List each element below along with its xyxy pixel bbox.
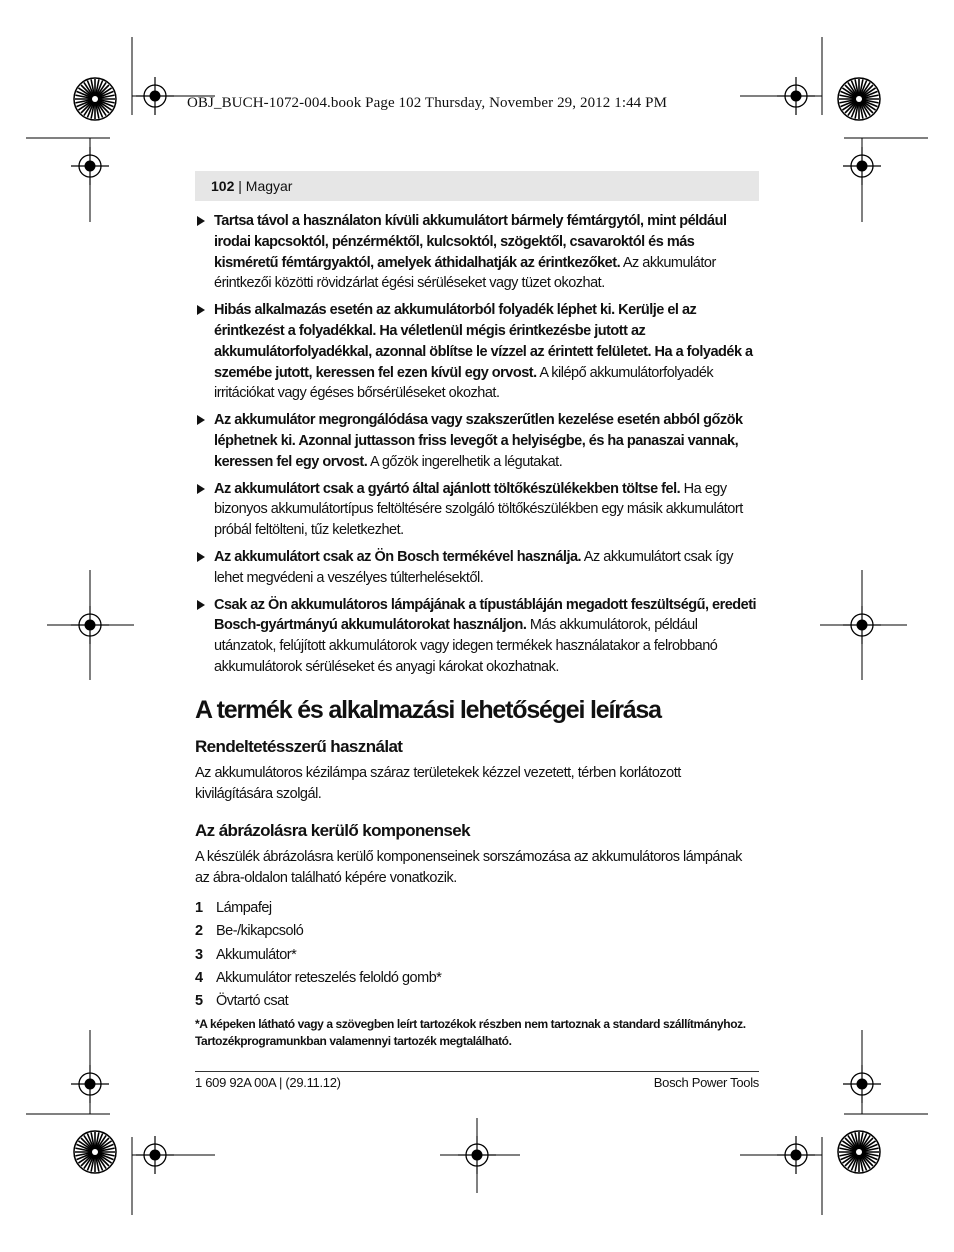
footer-divider [195,1071,759,1072]
page-number: 102 [211,178,235,194]
warning-bullet-icon [197,216,205,226]
safety-warnings [195,211,759,678]
component-label: Akkumulátor* [216,946,297,963]
intended-use-heading: Rendeltetésszerű használat [195,736,403,756]
list-item [195,990,759,1013]
component-label: Be-/kikapcsoló [216,923,304,940]
warning-detail: A kilépő akkumulátorfolyadék irritációkat vagy égéses bőrsérüléseket okozhat. [214,364,714,402]
list-item [195,944,759,967]
components-list [195,897,759,1013]
safety-warning [195,547,759,589]
warning-emphasis: Csak az Ön akkumulátoros lámpájának a típustábláján megadott feszültségű, eredeti Bosch-gyártmányú akkumulátorokat használjon. [214,596,757,634]
component-label: Akkumulátor reteszelés feloldó gomb* [216,970,442,987]
components-footnote: *A képeken látható vagy a szövegben leírt tartozékok részben nem tartoznak a standard szállítmányhoz. Tartozékprogramunkban valamennyi tartozék megtalálható. [195,1017,746,1049]
list-item [195,967,759,990]
safety-warning [195,410,759,472]
warning-detail: Ha egy bizonyos akkumulátortípus feltöltésére szolgáló töltőkészülékben egy másik akkumulátort próbál feltölteni, tűz keletkezhet. [214,480,743,539]
warning-emphasis: Hibás alkalmazás esetén az akkumulátorból folyadék léphet ki. Kerülje el az érintkezést a folyadékkal. Ha véletlenül mégis érintkezésbe jutott az akkumulátorfolyadékkal, azonnal öblítse le vízzel az érintett felületet. Ha a folyadék a szemébe jutott, keressen fel ezen kívül egy orvost. [214,302,753,381]
safety-warning [195,300,759,404]
component-number: 1 [195,900,203,917]
safety-warning [195,211,759,294]
intended-use-text: Az akkumulátoros kézilámpa száraz területekek kézzel vezetett, térben korlátozott kivilágítására szolgál. [195,764,681,802]
components-intro: A készülék ábrázolásra kerülő komponenseinek sorszámozása az akkumulátoros lámpának az ábra-oldalon található képére vonatkozik. [195,849,742,887]
warning-bullet-icon [197,600,205,610]
warning-emphasis: Az akkumulátort csak az Ön Bosch termékével használja. [214,548,582,565]
component-number: 2 [195,923,203,940]
warning-detail: Más akkumulátorok, például utánzatok, felújított akkumulátorok vagy idegen termékek használatakor a felrobbanó akkumulátorok sérüléseket és anyagi károkat okozhatnak. [214,617,718,675]
warning-bullet-icon [197,305,205,315]
footer-doc-number: 1 609 92A 00A | (29.11.12) [195,1075,341,1090]
warning-bullet-icon [197,415,205,425]
warning-detail: A gőzök ingerelhetik a légutakat. [367,453,563,470]
component-number: 5 [195,993,203,1010]
safety-warning [195,595,759,678]
safety-warning [195,479,759,541]
header-separator: | [234,178,246,194]
warning-detail: Az akkumulátort csak így lehet megvédeni a veszélyes túlterhelésektől. [214,548,733,586]
component-label: Övtartó csat [216,993,289,1010]
list-item [195,897,759,920]
warning-bullet-icon [197,552,205,562]
warning-detail: Az akkumulátor érintkezői közötti rövidzárlat égési sérüléseket vagy tüzet okozhat. [214,254,716,292]
component-number: 4 [195,970,203,987]
footer-brand: Bosch Power Tools [653,1075,759,1090]
section-title: A termék és alkalmazási lehetőségei leírása [195,695,661,724]
warning-bullet-icon [197,484,205,494]
warning-emphasis: Az akkumulátort csak a gyártó által ajánlott töltőkészülékekben töltse fel. [214,480,681,497]
component-label: Lámpafej [216,900,272,917]
warning-emphasis: Az akkumulátor megrongálódása vagy szakszerűtlen kezelése esetén abból gőzök léphetnek ki. Azonnal juttasson friss levegőt a helyiségbe, és ha panaszai vannak, keressen fel egy orvost. [214,412,743,470]
components-heading: Az ábrázolásra kerülő komponensek [195,821,470,841]
page-content [195,211,759,1050]
warning-emphasis: Tartsa távol a használaton kívüli akkumulátort bármely fémtárgytól, mint például irodai kapcsoktól, pénzérméktől, kulcsoktól, szögektől, csavaroktól és más kisméretű fémtárgyaktól, amelyek áthidalhatják az érintkezőket. [214,213,727,271]
page-header [195,171,759,201]
list-item [195,920,759,943]
header-language: Magyar [245,178,293,194]
print-slug: OBJ_BUCH-1072-004.book Page 102 Thursday, November 29, 2012 1:44 PM [187,95,668,111]
component-number: 3 [195,946,203,963]
